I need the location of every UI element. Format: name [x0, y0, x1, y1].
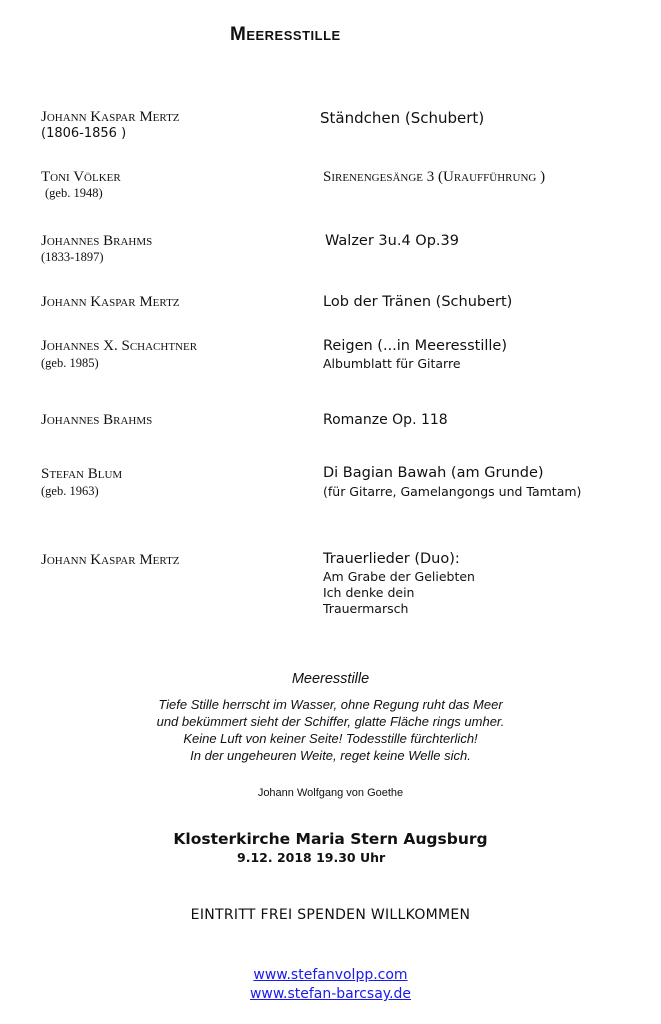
composer-name: Johannes X. Schachtner	[41, 338, 198, 354]
link-stefan-barcsay-anchor[interactable]: www.stefan-barcsay.de	[249, 986, 412, 1002]
composer-name: Johannes Brahms	[41, 233, 153, 249]
work-title: Trauerlieder (Duo):	[323, 551, 460, 567]
composer-name: Toni Völker	[41, 169, 121, 185]
poem-line: Keine Luft von keiner Seite! Todesstille fürchterlich!	[183, 731, 478, 746]
composer-name: Stefan Blum	[41, 466, 123, 482]
work-subtitle: Am Grabe der Geliebten	[323, 569, 475, 584]
work-title: Ständchen (Schubert)	[320, 109, 485, 127]
composer-years: (geb. 1985)	[41, 356, 99, 370]
work-title: Di Bagian Bawah (am Grunde)	[323, 465, 544, 481]
poem-line: Tiefe Stille herrscht im Wasser, ohne Regung ruht das Meer	[158, 697, 503, 712]
event-datetime: 9.12. 2018 19.30 Uhr	[237, 850, 386, 865]
composer-name: Johann Kaspar Mertz	[41, 552, 180, 568]
work-title: Sirenengesänge 3 (Uraufführung )	[323, 169, 546, 185]
work-title: Romanze Op. 118	[323, 412, 448, 428]
poem-line: und bekümmert sieht der Schiffer, glatte Fläche rings umher.	[156, 714, 505, 729]
work-title: Walzer 3u.4 Op.39	[325, 233, 459, 249]
composer-years: (1833-1897)	[41, 250, 104, 264]
link-stefan-barcsay	[0, 986, 661, 1002]
composer-name: Johann Kaspar Mertz	[41, 294, 180, 310]
work-subtitle: (für Gitarre, Gamelangongs und Tamtam)	[323, 484, 582, 499]
work-title: Reigen (...in Meeresstille)	[323, 338, 507, 354]
work-subtitle: Trauermarsch	[323, 601, 409, 616]
page-title: Meeresstille	[230, 24, 341, 45]
poem-line: In der ungeheuren Weite, reget keine Welle sich.	[190, 748, 471, 763]
poem-title: Meeresstille	[291, 671, 370, 687]
poem-author: Johann Wolfgang von Goethe	[257, 787, 404, 799]
composer-years: (geb. 1963)	[41, 484, 99, 498]
admission-note: EINTRITT FREI SPENDEN WILLKOMMEN	[190, 907, 471, 923]
composer-name: Johann Kaspar Mertz	[41, 109, 180, 125]
composer-years: (1806-1856 )	[41, 126, 127, 141]
work-subtitle: Albumblatt für Gitarre	[323, 356, 461, 371]
composer-name: Johannes Brahms	[41, 412, 153, 428]
link-stefanvolpp	[0, 967, 661, 983]
work-subtitle: Ich denke dein	[323, 585, 415, 600]
work-title: Lob der Tränen (Schubert)	[323, 294, 513, 310]
composer-years: (geb. 1948)	[45, 186, 103, 200]
event-venue: Klosterkirche Maria Stern Augsburg	[173, 830, 488, 848]
link-stefanvolpp-anchor[interactable]: www.stefanvolpp.com	[253, 967, 408, 983]
